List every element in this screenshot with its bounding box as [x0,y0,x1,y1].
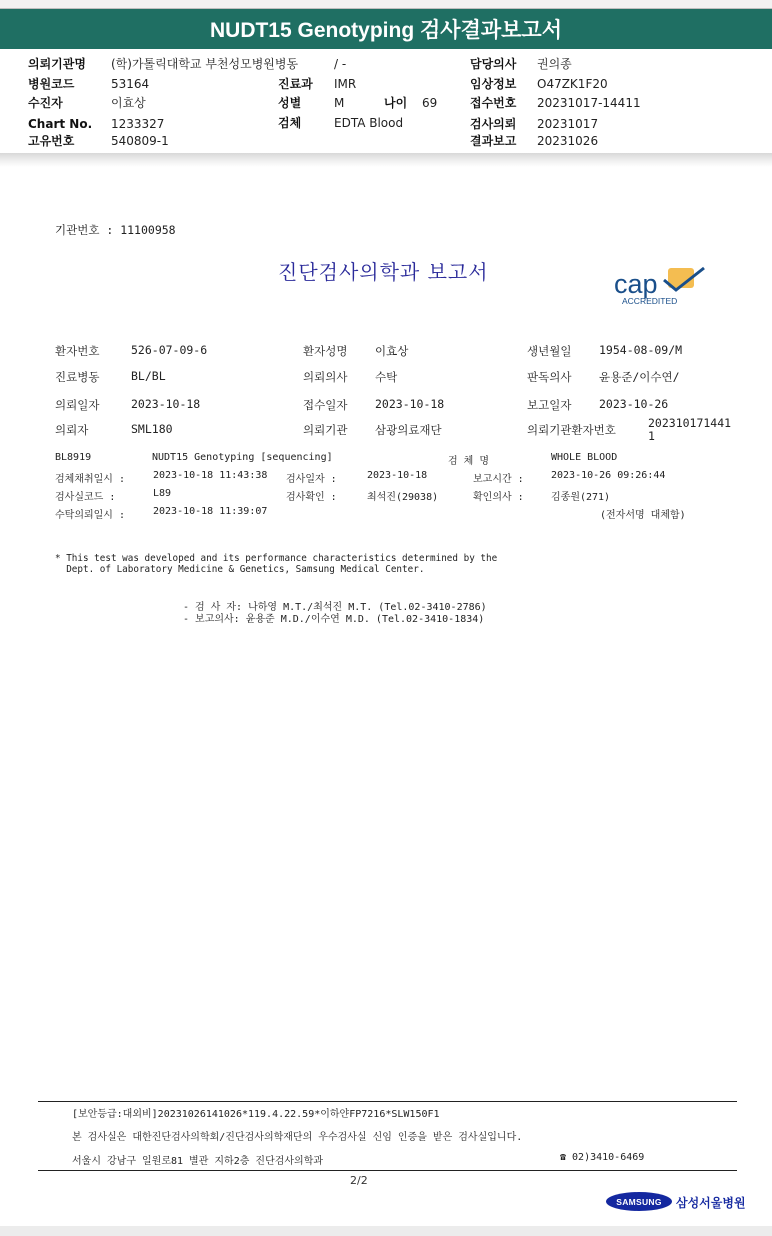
value-attending-doctor: 권의종 [537,57,572,71]
patient-field-value: BL/BL [131,369,166,383]
label-sex: 성별 [278,96,302,110]
footnote-line-1: * This test was developed and its performance characteristics determined by the [55,553,498,564]
header-separator [0,153,772,167]
institution-number: 기관번호 : 11100958 [55,223,176,237]
report-title: 진단검사의학과 보고서 [278,260,489,284]
patient-field-value-cont: 1 [648,429,655,443]
address-line: 서울시 강남구 일원로81 별관 지하2층 진단검사의학과 [72,1156,324,1167]
exam-date: 2023-10-18 [367,470,428,481]
label-age: 나이 [384,96,408,110]
value-unique-no: 540809-1 [111,134,169,148]
cap-logo-graphic [612,266,712,308]
report-time: 2023-10-26 09:26:44 [551,470,666,481]
collect-label: 검체채취일시 : [55,474,126,485]
page-number: 2/2 [350,1174,368,1187]
cap-accredited-logo [612,266,712,308]
patient-field-label: 판독의사 [527,370,572,384]
label-patient: 수진자 [28,96,63,110]
label-attending-doctor: 담당의사 [470,57,517,71]
patient-field-label: 환자성명 [303,344,348,358]
value-hospital-code: 53164 [111,77,150,91]
patient-field-label: 의뢰기관환자번호 [527,423,616,437]
patient-field-label: 환자번호 [55,344,100,358]
hospital-logo-text: 삼성서울병원 [676,1196,746,1210]
patient-field-value: 2023-10-18 [131,397,201,411]
lab-code-label: 검사실코드 : [55,492,116,503]
samsung-logo: SAMSUNG [606,1192,672,1211]
report-header-title: NUDT15 Genotyping 검사결과보고서 [0,8,772,49]
value-accession-no: 20231017-14411 [537,96,641,110]
patient-field-label: 접수일자 [303,398,348,412]
patient-field-label: 의뢰자 [55,423,89,437]
lab-code: L89 [153,488,172,499]
patient-field-value: 윤용준/이수연/ [599,370,680,384]
patient-field-label: 의뢰일자 [55,398,100,412]
receive-datetime: 2023-10-18 11:39:07 [153,506,268,517]
label-clinical-info: 임상정보 [470,77,517,91]
bottom-strip [0,1226,772,1236]
value-result-date: 20231026 [537,134,599,148]
patient-field-value: 수탁 [375,370,398,384]
top-strip [0,0,772,8]
value-requesting-institution: (학)가톨릭대학교 부천성모병원병동 [111,57,299,71]
footer-rule-bottom [38,1170,737,1171]
collect-datetime: 2023-10-18 11:43:38 [153,470,268,481]
value-age: 69 [422,96,438,110]
label-requesting-institution: 의뢰기관명 [28,57,86,71]
report-time-label: 보고시간 : [473,474,524,485]
confirm-doctor-label: 확인의사 : [473,492,524,503]
patient-field-label: 진료병동 [55,370,100,384]
specimen-label: 검 체 명 [448,456,490,467]
phone-line: ☎ 02)3410-6469 [560,1152,645,1163]
label-specimen: 검체 [278,116,302,130]
label-accession-no: 접수번호 [470,96,517,110]
patient-field-value: 1954-08-09/M [599,343,683,357]
confirm-person: 최석진(29038) [367,492,439,503]
patient-field-value: 202310171441 [648,416,732,430]
value-department: IMR [334,77,357,91]
value-patient: 이효상 [111,96,146,110]
certification-line: 본 검사실은 대한진단검사의학회/진단검사의학재단의 우수검사실 신임 인증을 받은 검사실입니다. [72,1132,523,1143]
label-unique-no: 고유번호 [28,134,75,148]
value-chart-no: 1233327 [111,117,165,131]
value-specimen: EDTA Blood [334,116,404,130]
footnote-line-2: Dept. of Laboratory Medicine & Genetics, Samsung Medical Center. [55,564,425,575]
patient-field-value: 526-07-09-6 [131,343,208,357]
staff-tester: - 검 사 자: 나하영 M.T./최석진 M.T. (Tel.02-3410-2786) [183,602,487,613]
staff-reporter: - 보고의사: 윤용준 M.D./이수연 M.D. (Tel.02-3410-1834) [183,614,485,625]
test-name: NUDT15 Genotyping [sequencing] [152,452,333,463]
esign-note: (전자서명 대체함) [600,510,686,521]
value-sex: M [334,96,345,110]
patient-field-value: 이효상 [375,344,409,358]
security-line: [보안등급:대외비]20231026141026*119.4.22.59*이하얀FP7216*SLW150F1 [72,1109,440,1120]
value-ward: / - [334,57,347,71]
patient-field-value: 2023-10-18 [375,397,445,411]
label-department: 진료과 [278,77,313,91]
confirm-doctor: 김종원(271) [551,492,611,503]
patient-field-value: SML180 [131,422,173,436]
value-clinical-info: O47ZK1F20 [537,77,608,91]
patient-field-value: 2023-10-26 [599,397,669,411]
patient-field-label: 의뢰의사 [303,370,348,384]
label-hospital-code: 병원코드 [28,77,75,91]
exam-date-label: 검사일자 : [286,474,337,485]
patient-field-label: 보고일자 [527,398,572,412]
value-request-date: 20231017 [537,117,599,131]
cap-word: cap [614,269,658,299]
cap-accredited-text: ACCREDITED [622,296,678,306]
receive-label: 수탁의뢰일시 : [55,510,126,521]
patient-field-label: 생년월일 [527,344,572,358]
confirm-label: 검사확인 : [286,492,337,503]
label-result-date: 결과보고 [470,134,517,148]
specimen-name: WHOLE BLOOD [551,452,618,463]
patient-field-label: 의뢰기관 [303,423,348,437]
label-request-date: 검사의뢰 [470,117,517,131]
footer-rule-top [38,1101,737,1102]
test-code: BL8919 [55,452,92,463]
patient-field-value: 삼광의료재단 [375,423,442,437]
label-chart-no: Chart No. [28,117,93,131]
